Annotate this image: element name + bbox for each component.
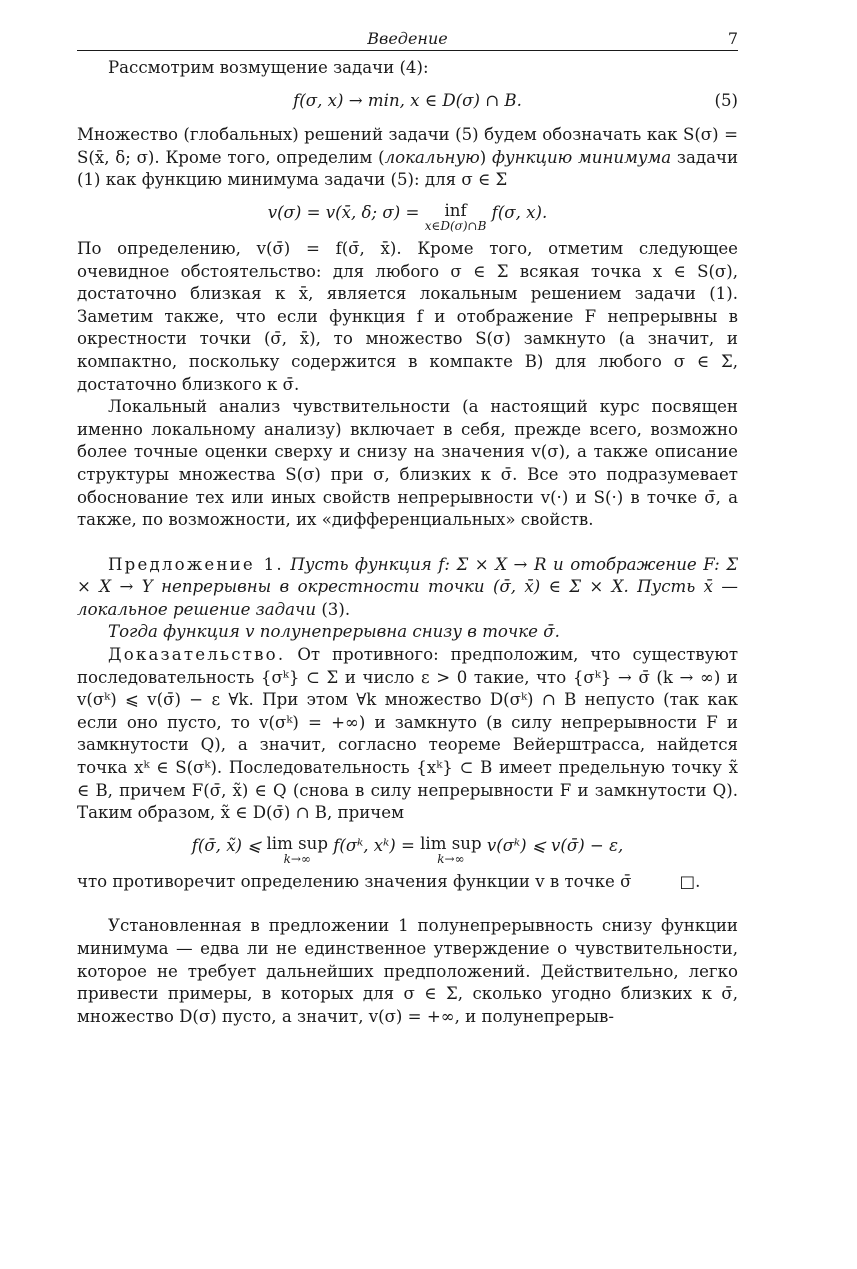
paragraph-text: задачи (1) как функцию минимума задачи (5): для σ ∈ Σ <box>77 147 739 190</box>
equation-v-definition <box>77 202 738 232</box>
limsup-subscript: k→∞ <box>437 851 465 866</box>
equation-limsup-part: f(σᵏ, xᵏ) = <box>333 835 415 855</box>
emphasis-min-function: функцию минимума <box>491 147 672 167</box>
equation-5 <box>77 90 738 113</box>
paragraph-perturbation: Рассмотрим возмущение задачи (4): <box>108 58 429 77</box>
limsup-subscript: k→∞ <box>283 851 311 866</box>
running-head <box>77 26 738 51</box>
paragraph-min-function <box>77 124 738 192</box>
running-head-title: Введение <box>367 29 448 48</box>
proof-heading: Доказательство. <box>108 645 286 665</box>
equation-5-label: (5) <box>714 90 738 110</box>
paragraph-definition: По определению, v(σ̄) = f(σ̄, x̄). Кроме того, отметим следующее очевидное обстоятельство: для любого σ ∈ Σ всякая точка x ∈ S(σ), достаточно близкая к x̄, является локальным решением задачи (1). Заметим также, что если функция f и отображение F непрерывны в окрестности точки (σ̄, x̄), то множество S(σ) замкнуто (а значит, и компактно, поскольку содержится в компакте B) для любого σ ∈ Σ, достаточно близкого к σ̄. <box>77 238 738 394</box>
equation-5-body: f(σ, x) → min, x ∈ D(σ) ∩ B. <box>293 90 522 110</box>
limsup-operator <box>420 835 481 865</box>
limsup-label: lim sup <box>266 833 328 853</box>
equation-limsup <box>77 835 738 865</box>
equation-limsup-part: v(σᵏ) ⩽ v(σ̄) − ε, <box>486 835 624 855</box>
equation-v-right: f(σ, x). <box>491 202 548 222</box>
proof <box>77 644 738 825</box>
limsup-label: lim sup <box>420 833 482 853</box>
paragraph-text: ) <box>479 147 492 167</box>
page <box>77 26 738 1028</box>
proposition-reference: (3). <box>321 599 351 619</box>
paragraph-text: Множество (глобальных) решений задачи (5) будем обозначать как S(σ) = S(x̄, δ; σ). Кроме того, определим ( <box>77 125 738 167</box>
equation-limsup-part: f(σ̄, x̃) ⩽ <box>191 835 262 855</box>
proposition-conclusion <box>77 621 738 644</box>
inf-subscript: x∈D(σ)∩B <box>424 218 487 233</box>
equation-v-left: v(σ) = v(x̄, δ; σ) = <box>267 202 420 222</box>
proof-text: От противного: предположим, что существуют последовательность {σᵏ} ⊂ Σ и число ε > 0 такие, что {σᵏ} → σ̄ (k → ∞) и v(σᵏ) ⩽ v(σ̄) − ε ∀k. При этом ∀k множество D(σᵏ) ∩ B непусто (так как если оно пусто, то v(σᵏ) = +∞) и замкнуто (в силу непрерывности F и замкнутости Q), а значит, согласно теореме Вейерштрасса, найдется точка xᵏ ∈ S(σᵏ). Последовательность {xᵏ} ⊂ B имеет предельную точку x̃ ∈ B, причем F(σ̄, x̃) ∈ Q (снова в силу непрерывности F и замкнутости Q). Таким образом, x̃ ∈ D(σ̄) ∩ B, причем <box>77 645 738 823</box>
inf-label: inf <box>444 200 467 220</box>
proposition-statement: Пусть функция f: Σ × X → R и отображение F: Σ × X → Y непрерывны в окрестности точки (σ̄, x̄) ∈ Σ × X. Пусть x̄ — локальное решение задачи <box>77 554 738 619</box>
emphasis-local: локальную <box>384 147 480 167</box>
proof-conclusion-text: что противоречит определению значения функции v в точке σ̄ <box>77 871 632 891</box>
proposition-then: Тогда функция v полунепрерывна снизу в точке σ̄. <box>108 622 560 642</box>
proposition-heading: Предложение 1. <box>108 554 284 574</box>
qed-symbol: □. <box>679 871 701 891</box>
page-number: 7 <box>727 29 738 48</box>
paragraph-lower-semicontinuity: Установленная в предложении 1 полунепрерывность снизу функции минимума — едва ли не единственное утверждение о чувствительности, которое не требует дальнейших предположений. Действительно, легко привести примеры, в которых для σ ∈ Σ, сколько угодно близких к σ̄, множество D(σ) пусто, а значит, v(σ) = +∞, и полунепрерыв- <box>77 916 738 1026</box>
limsup-operator <box>267 835 328 865</box>
paragraph-local-analysis: Локальный анализ чувствительности (а настоящий курс посвящен именно локальному анализу) включает в себя, прежде всего, возможно более точные оценки сверху и снизу на значения v(σ), а также описание структуры множества S(σ) при σ, близких к σ̄. Все это подразумевает обоснование тех или иных свойств непрерывности v(·) и S(·) в точке σ̄, а также, по возможности, их «дифференциальных» свойств. <box>77 397 738 530</box>
inf-operator <box>425 202 487 232</box>
proposition-1 <box>77 554 738 622</box>
proof-conclusion <box>77 871 738 894</box>
